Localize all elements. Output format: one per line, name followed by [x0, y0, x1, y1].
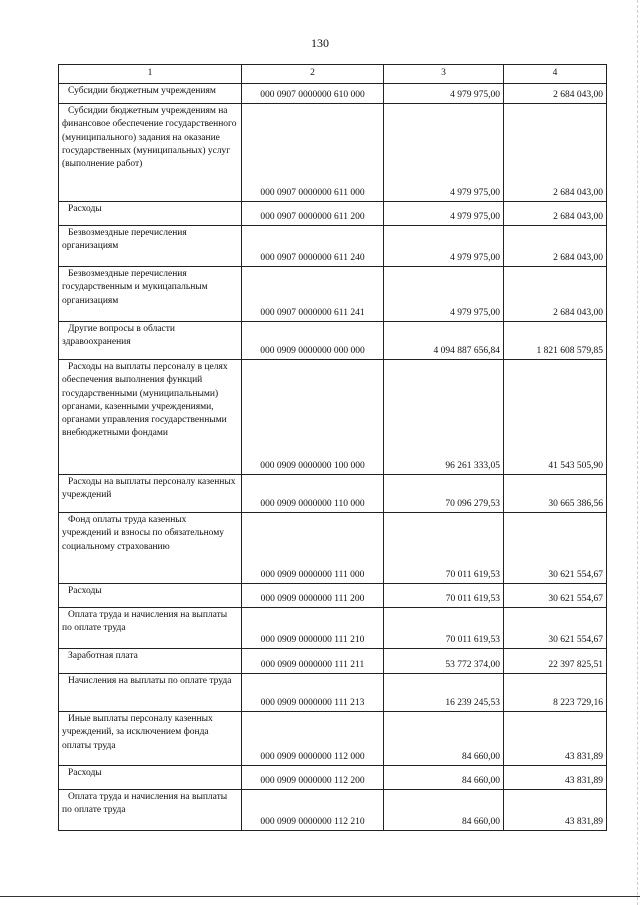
row-name: Безвозмездные перечисления организациям: [59, 226, 242, 267]
row-value-3: 70 011 619,53: [384, 513, 504, 584]
budget-table: [58, 64, 607, 831]
row-value-3: 70 011 619,53: [384, 584, 504, 608]
table-row: [59, 649, 607, 674]
row-value-3: 70 011 619,53: [384, 608, 504, 649]
row-value-3: 16 239 245,53: [384, 674, 504, 712]
row-code: 000 0909 0000000 111 210: [242, 608, 384, 649]
row-code: 000 0909 0000000 111 000: [242, 513, 384, 584]
row-value-4: 41 543 505,90: [504, 360, 607, 475]
row-code: 000 0907 0000000 611 240: [242, 226, 384, 267]
row-value-3: 84 660,00: [384, 766, 504, 790]
row-value-4: 30 621 554,67: [504, 608, 607, 649]
header-row: [59, 65, 607, 84]
table-row: [59, 202, 607, 226]
row-value-4: 30 621 554,67: [504, 513, 607, 584]
table-row: [59, 360, 607, 475]
scan-edge: [636, 0, 638, 905]
table-row: [59, 712, 607, 766]
row-value-4: 2 684 043,00: [504, 84, 607, 104]
row-name: Начисления на выплаты по оплате труда: [59, 674, 242, 712]
row-value-3: 4 094 887 656,84: [384, 322, 504, 360]
row-name: Расходы: [59, 584, 242, 608]
row-value-3: 4 979 975,00: [384, 84, 504, 104]
row-value-3: 53 772 374,00: [384, 649, 504, 674]
column-header-4: 4: [504, 65, 607, 84]
row-name: Субсидии бюджетным учреждениям на финансовое обеспечение государственного (муниципального) задания на оказание государственных (муниципальных) услуг (выполнение работ): [59, 104, 242, 202]
table-row: [59, 584, 607, 608]
table-row: [59, 226, 607, 267]
page-number: 130: [311, 36, 329, 50]
row-value-4: 43 831,89: [504, 790, 607, 831]
row-code: 000 0909 0000000 110 000: [242, 475, 384, 513]
row-value-3: 4 979 975,00: [384, 104, 504, 202]
row-code: 000 0909 0000000 111 200: [242, 584, 384, 608]
row-value-4: 22 397 825,51: [504, 649, 607, 674]
row-value-4: 2 684 043,00: [504, 226, 607, 267]
column-header-1: 1: [59, 65, 242, 84]
table-row: [59, 608, 607, 649]
row-name: Другие вопросы в области здравоохранения: [59, 322, 242, 360]
page-bottom-rule: [0, 896, 640, 897]
column-header-2: 2: [242, 65, 384, 84]
table-body: [59, 84, 607, 831]
table-row: [59, 766, 607, 790]
row-value-4: 2 684 043,00: [504, 267, 607, 322]
row-value-3: 70 096 279,53: [384, 475, 504, 513]
row-name: Расходы: [59, 766, 242, 790]
row-code: 000 0909 0000000 112 000: [242, 712, 384, 766]
row-value-4: 1 821 608 579,85: [504, 322, 607, 360]
table-row: [59, 267, 607, 322]
table-row: [59, 104, 607, 202]
table-row: [59, 475, 607, 513]
row-name: Оплата труда и начисления на выплаты по оплате труда: [59, 790, 242, 831]
row-value-4: 30 665 386,56: [504, 475, 607, 513]
row-name: Фонд оплаты труда казенных учреждений и взносы по обязательному социальному страхованию: [59, 513, 242, 584]
row-value-4: 43 831,89: [504, 712, 607, 766]
row-value-4: 2 684 043,00: [504, 104, 607, 202]
row-value-3: 96 261 333,05: [384, 360, 504, 475]
table-row: [59, 84, 607, 104]
row-value-4: 8 223 729,16: [504, 674, 607, 712]
row-value-4: 30 621 554,67: [504, 584, 607, 608]
row-code: 000 0909 0000000 000 000: [242, 322, 384, 360]
row-value-4: 2 684 043,00: [504, 202, 607, 226]
row-code: 000 0909 0000000 112 200: [242, 766, 384, 790]
row-code: 000 0909 0000000 111 213: [242, 674, 384, 712]
row-code: 000 0907 0000000 611 000: [242, 104, 384, 202]
row-name: Субсидии бюджетным учреждениям: [59, 84, 242, 104]
row-name: Расходы на выплаты персоналу казенных учреждений: [59, 475, 242, 513]
table-row: [59, 513, 607, 584]
row-value-3: 4 979 975,00: [384, 267, 504, 322]
table-row: [59, 674, 607, 712]
row-name: Иные выплаты персоналу казенных учреждений, за исключением фонда оплаты труда: [59, 712, 242, 766]
row-name: Безвозмездные перечисления государственным и мукицапальным организациям: [59, 267, 242, 322]
row-code: 000 0907 0000000 611 200: [242, 202, 384, 226]
row-code: 000 0907 0000000 610 000: [242, 84, 384, 104]
row-value-3: 84 660,00: [384, 790, 504, 831]
row-name: Расходы: [59, 202, 242, 226]
row-value-4: 43 831,89: [504, 766, 607, 790]
row-value-3: 4 979 975,00: [384, 226, 504, 267]
row-code: 000 0909 0000000 112 210: [242, 790, 384, 831]
row-name: Заработная плата: [59, 649, 242, 674]
row-code: 000 0909 0000000 111 211: [242, 649, 384, 674]
row-name: Оплата труда и начисления на выплаты по оплате труда: [59, 608, 242, 649]
row-value-3: 84 660,00: [384, 712, 504, 766]
row-code: 000 0907 0000000 611 241: [242, 267, 384, 322]
table-row: [59, 322, 607, 360]
column-header-3: 3: [384, 65, 504, 84]
row-code: 000 0909 0000000 100 000: [242, 360, 384, 475]
row-name: Расходы на выплаты персоналу в целях обеспечения выполнения функций государственными (муниципальными) органами, казенными учреждениями, органами управления государственными внебюджетными фондами: [59, 360, 242, 475]
table-row: [59, 790, 607, 831]
row-value-3: 4 979 975,00: [384, 202, 504, 226]
